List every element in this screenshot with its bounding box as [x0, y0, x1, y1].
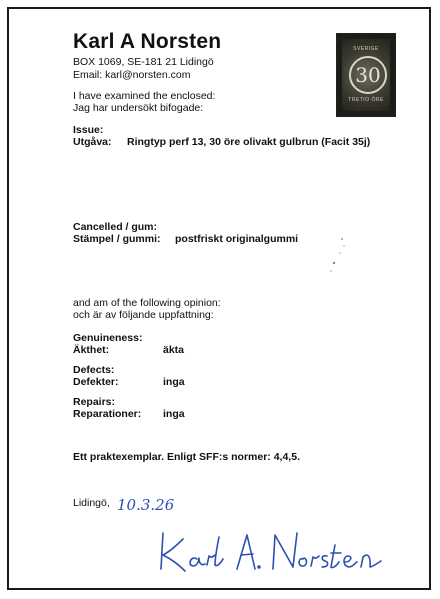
cancelled-label-sv: Stämpel / gummi: [73, 233, 161, 245]
examined-statement-en: I have examined the enclosed: [73, 90, 216, 102]
genuineness-label-sv: Äkthet: [73, 344, 110, 356]
cancelled-value: postfriskt originalgummi [175, 233, 299, 245]
expert-email: Email: karl@norsten.com [73, 69, 191, 81]
stamp-image [336, 33, 396, 117]
repairs-value: inga [163, 408, 185, 420]
issue-label-sv: Utgåva: [73, 136, 112, 148]
stamp-bottom-text: TRETIO ÖRE [348, 97, 384, 103]
stamp-value-ring [349, 56, 387, 94]
stamp-design [342, 39, 390, 111]
place-label: Lidingö, [73, 497, 110, 509]
issue-label-en: Issue: [73, 124, 104, 136]
signature-image [155, 525, 395, 580]
pencil-marks [320, 233, 350, 278]
examined-statement-sv: Jag har undersökt bifogade: [73, 102, 204, 114]
expert-address: BOX 1069, SE-181 21 Lidingö [73, 56, 214, 68]
repairs-label-sv: Reparationer: [73, 408, 142, 420]
repairs-label-en: Repairs: [73, 396, 116, 408]
opinion-statement-sv: och är av följande uppfattning: [73, 309, 214, 321]
genuineness-label-en: Genuineness: [73, 332, 143, 344]
defects-label-en: Defects: [73, 364, 115, 376]
issue-value: Ringtyp perf 13, 30 öre olivakt gulbrun (Facit 35j) [127, 136, 371, 148]
summary-statement: Ett praktexemplar. Enligt SFF:s normer: 4,4,5. [73, 451, 300, 463]
defects-label-sv: Defekter: [73, 376, 119, 388]
genuineness-value: äkta [163, 344, 185, 356]
stamp-top-text: SVERIGE [353, 46, 379, 52]
handwritten-date: 10.3.26 [117, 496, 175, 514]
opinion-statement-en: and am of the following opinion: [73, 297, 221, 309]
cancelled-label-en: Cancelled / gum: [73, 221, 158, 233]
stamp-value: 30 [355, 63, 381, 87]
expert-name: Karl A Norsten [73, 30, 222, 53]
defects-value: inga [163, 376, 185, 388]
